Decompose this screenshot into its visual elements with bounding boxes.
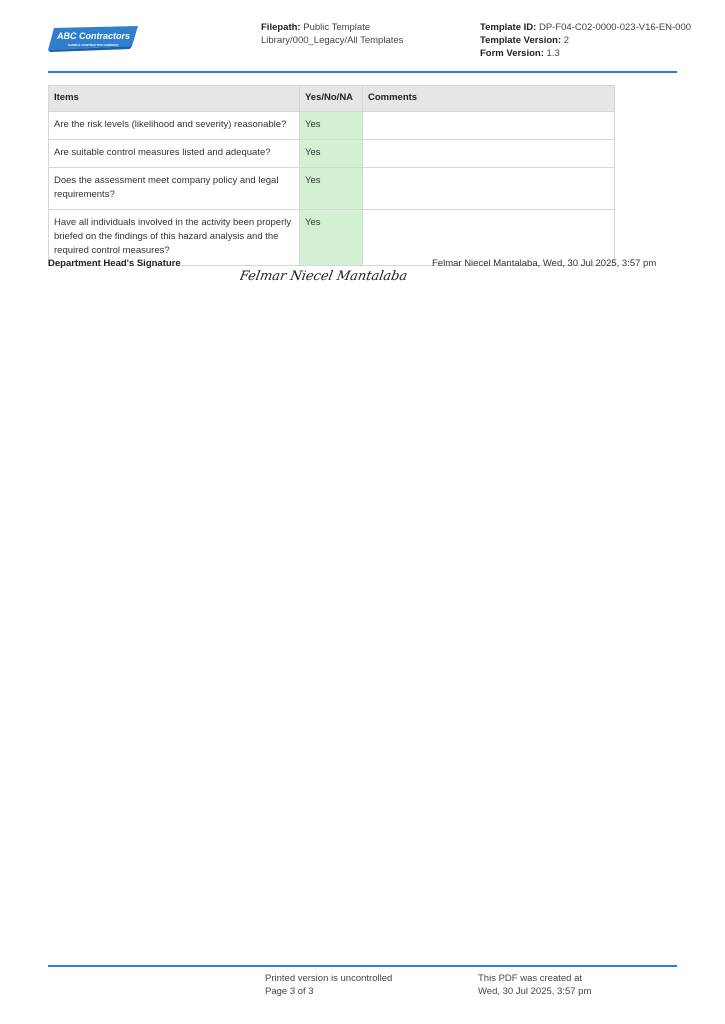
table-row — [49, 168, 615, 210]
item-answer: Yes — [300, 140, 363, 168]
template-version-value: 2 — [563, 35, 570, 46]
created-note: This PDF was created at — [478, 973, 583, 984]
template-version-line — [480, 34, 710, 47]
table-row — [49, 112, 615, 140]
signature-script: Felmar Niecel Mantalaba — [240, 269, 409, 284]
filepath-block — [261, 21, 461, 47]
item-comment — [363, 112, 615, 140]
company-logo — [48, 26, 140, 52]
form-version-value: 1.3 — [546, 48, 560, 59]
template-version-label: Template Version: — [480, 35, 562, 46]
item-question: Are suitable control measures listed and adequate? — [49, 140, 300, 168]
footer-right — [478, 972, 591, 998]
item-question: Are the risk levels (likelihood and severity) reasonable? — [49, 112, 300, 140]
item-answer: Yes — [300, 168, 363, 210]
column-header-items: Items — [49, 86, 300, 112]
item-question: Does the assessment meet company policy and legal requirements? — [49, 168, 300, 210]
item-comment — [363, 140, 615, 168]
page-number: Page 3 of 3 — [265, 986, 314, 997]
review-items-table — [48, 85, 615, 266]
handwritten-signature — [240, 264, 420, 290]
form-version-label: Form Version: — [480, 48, 544, 59]
logo-tagline: SAMPLE CONTRACTOR COMPANY — [68, 43, 119, 47]
item-question: Have all individuals involved in the activity been properly briefed on the findings of this hazard analysis and the required control measures? — [49, 210, 300, 266]
footer-divider — [48, 965, 677, 967]
signature-signed-by: Felmar Niecel Mantalaba, Wed, 30 Jul 2025, 3:57 pm — [432, 258, 657, 269]
template-id-label: Template ID: — [480, 22, 537, 33]
form-version-line — [480, 47, 710, 60]
created-date: Wed, 30 Jul 2025, 3:57 pm — [478, 986, 592, 997]
page-header — [0, 0, 725, 74]
signature-label: Department Head's Signature — [48, 258, 181, 269]
footer-left — [265, 972, 392, 998]
template-meta — [480, 21, 710, 60]
filepath-label: Filepath: — [261, 22, 301, 33]
filepath-value: Public Template Library/000_Legacy/All Templates — [261, 22, 404, 46]
item-answer: Yes — [300, 210, 363, 266]
header-divider — [48, 71, 677, 73]
printed-note: Printed version is uncontrolled — [265, 973, 393, 984]
table-header-row — [49, 86, 615, 112]
template-id-value: DP-F04-C02-0000-023-V16-EN-000 — [538, 22, 692, 33]
template-id-line — [480, 21, 710, 34]
logo-graphic — [48, 26, 140, 52]
signature-image — [240, 264, 420, 293]
item-answer: Yes — [300, 112, 363, 140]
column-header-answer: Yes/No/NA — [300, 86, 363, 112]
logo-text: ABC Contractors — [57, 31, 131, 41]
column-header-comments: Comments — [363, 86, 615, 112]
item-comment — [363, 168, 615, 210]
table-row — [49, 140, 615, 168]
